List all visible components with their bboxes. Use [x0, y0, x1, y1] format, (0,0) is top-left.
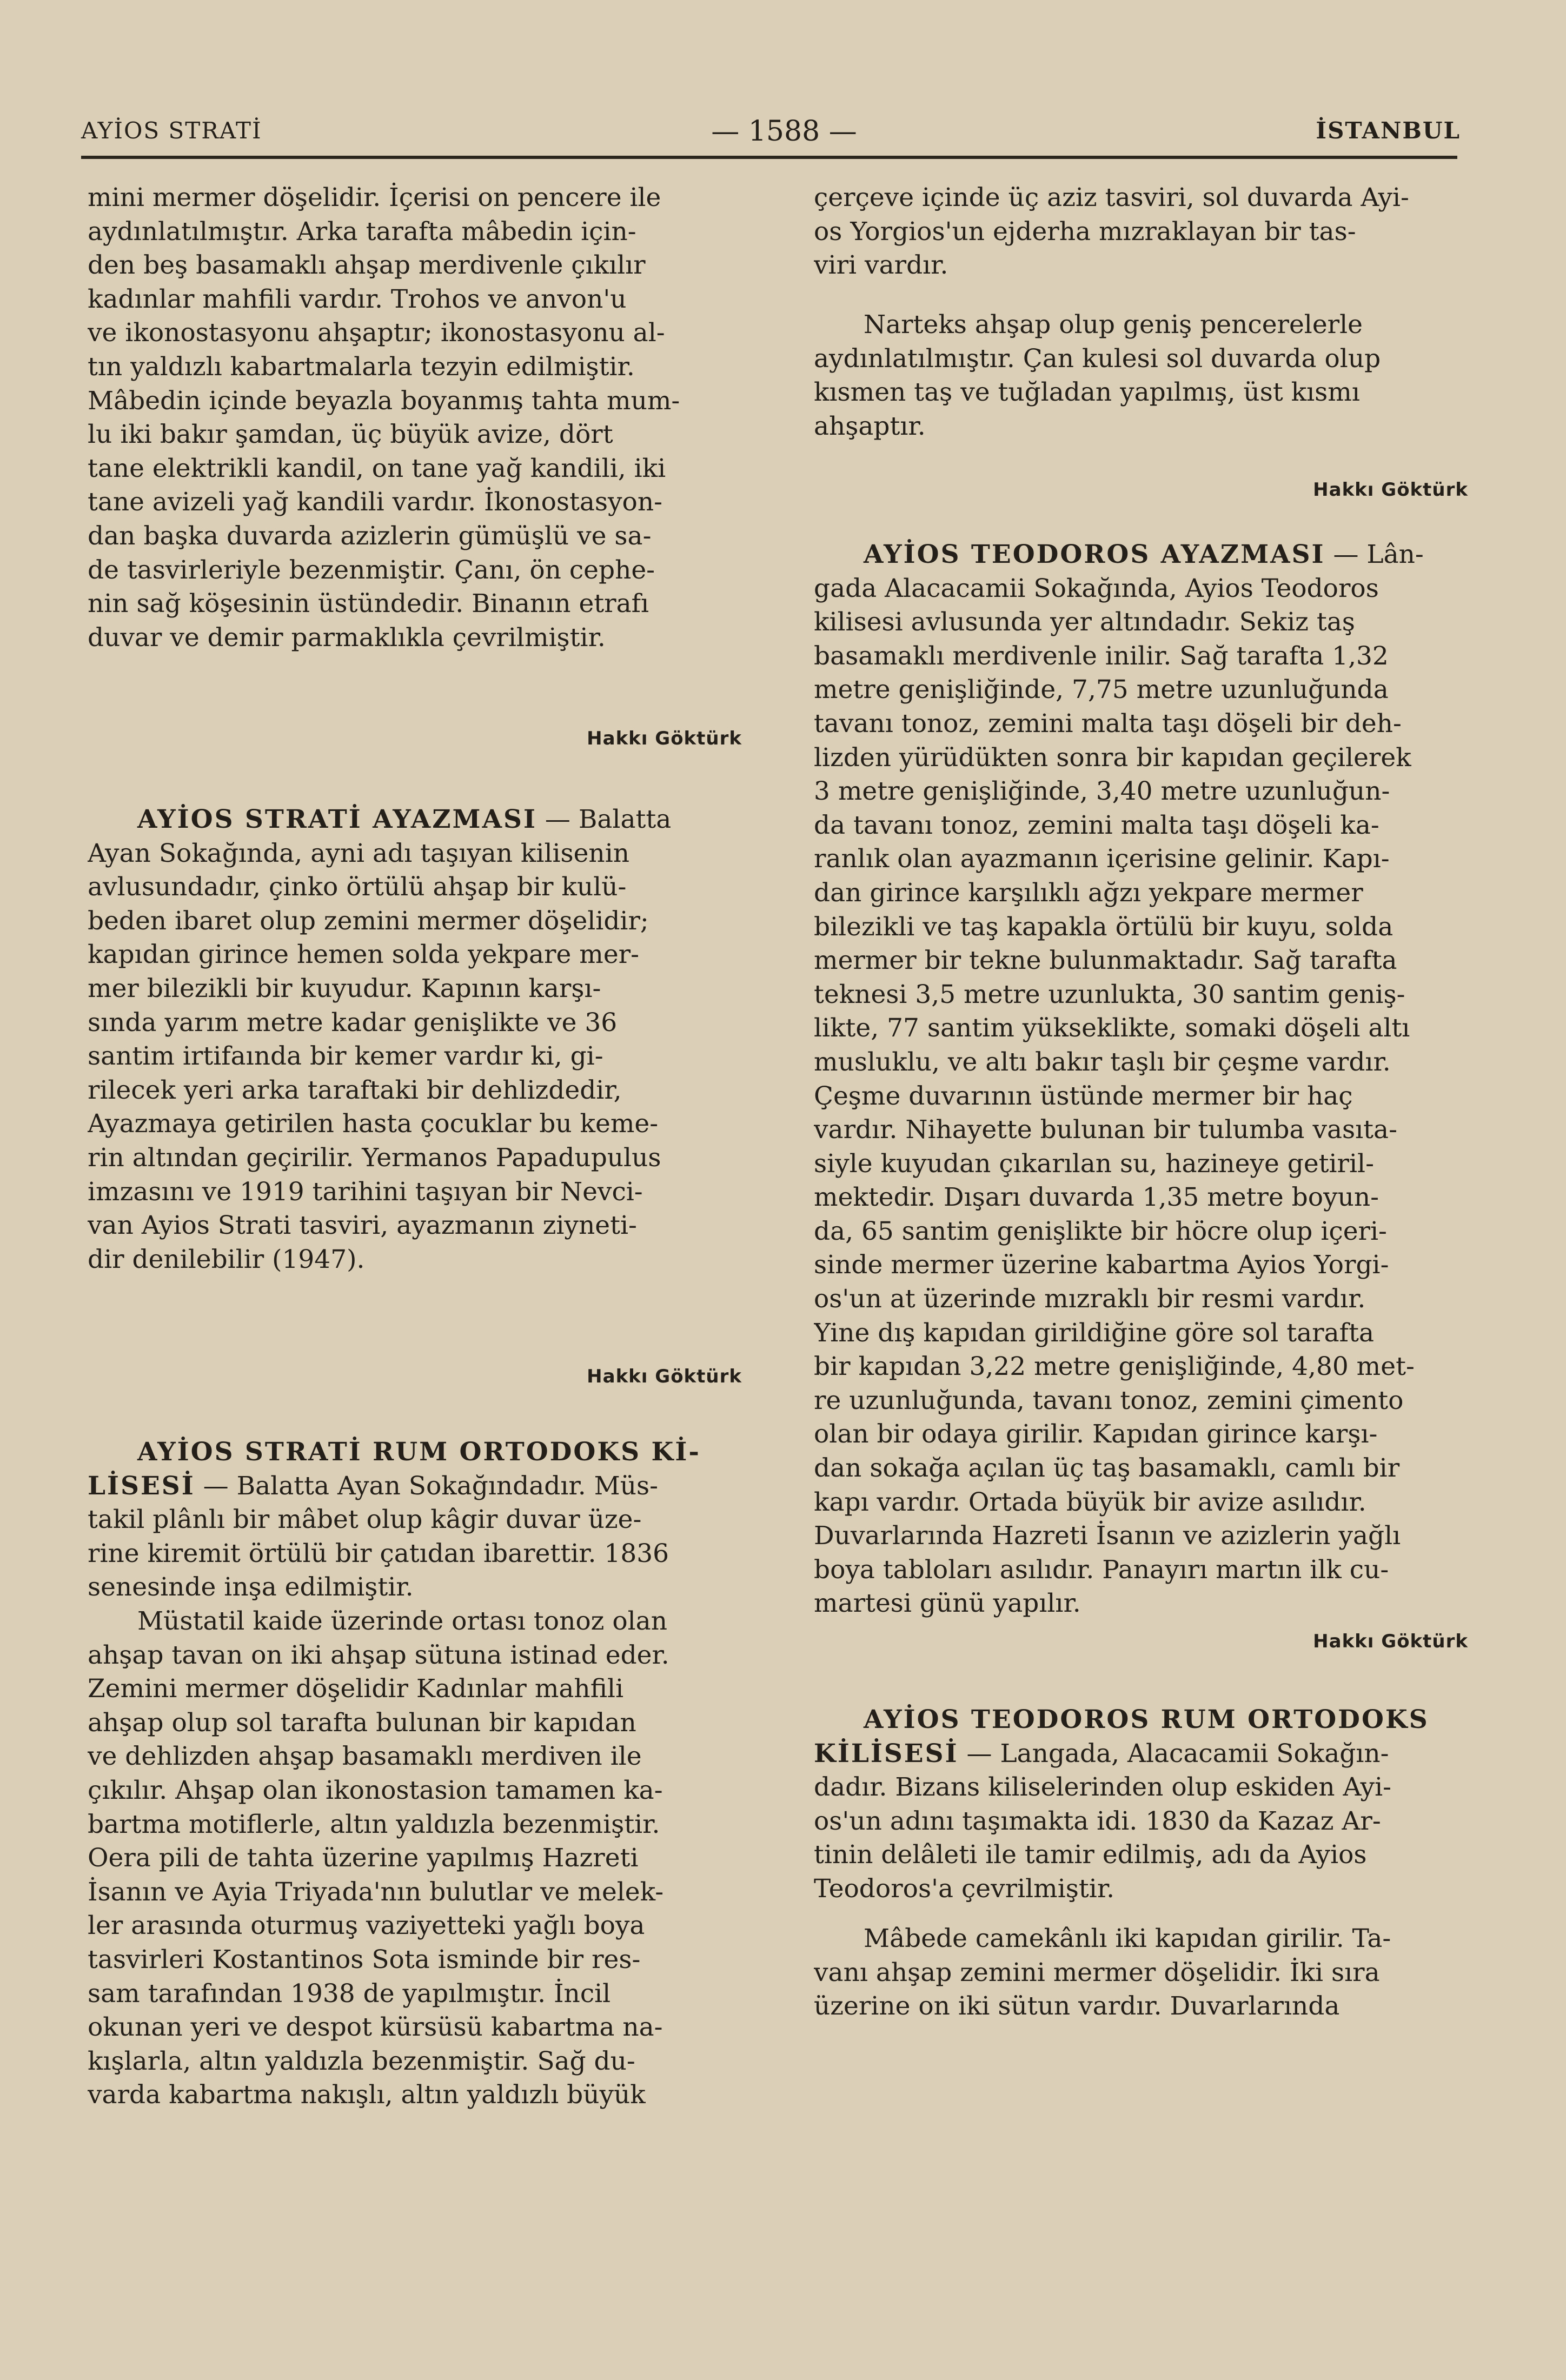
text-line: ve ikonostasyonu ahşaptır; ikonostasyonu al-: [88, 318, 665, 348]
text-line: santim irtifaında bir kemer vardır ki, gi-: [88, 1041, 603, 1072]
right-paragraph-2: [814, 308, 1468, 443]
text-line: takil plânlı bir mâbet olup kâgir duvar üze-: [88, 1505, 642, 1535]
text-line: nin sağ köşesinin üstündedir. Binanın etrafı: [88, 589, 649, 619]
text-line: sında yarım metre kadar genişlikte ve 36: [88, 1007, 618, 1038]
text-line: os'un adını taşımakta idi. 1830 da Kazaz Ar-: [814, 1806, 1381, 1836]
text-line: musluklu, ve altı bakır taşlı bir çeşme vardır.: [814, 1047, 1391, 1077]
text-line: likte, 77 santim yükseklikte, somaki döşeli altı: [814, 1013, 1410, 1043]
text-line: üzerine on iki sütun vardır. Duvarlarında: [814, 1991, 1340, 2022]
text-line: — Balatta: [536, 805, 672, 834]
text-line: avlusundadır, çinko örtülü ahşap bir kulü-: [88, 872, 627, 902]
text-line: kadınlar mahfili vardır. Trohos ve anvon'u: [88, 284, 627, 314]
text-line: aydınlatılmıştır. Çan kulesi sol duvarda olup: [814, 343, 1381, 374]
text-line: re uzunluğunda, tavanı tonoz, zemini çimento: [814, 1385, 1404, 1415]
text-line: lizden yürüdükten sonra bir kapıdan geçilerek: [814, 742, 1411, 773]
text-line: sam tarafından 1938 de yapılmıştır. İncil: [88, 1978, 611, 2009]
text-line: rine kiremit örtülü bir çatıdan ibarettir. 1836: [88, 1538, 669, 1568]
text-line: de tasvirleriyle bezenmiştir. Çanı, ön cephe-: [88, 555, 655, 585]
text-line: lu iki bakır şamdan, üç büyük avize, dört: [88, 420, 613, 450]
right-paragraph-1: [814, 181, 1468, 283]
text-line: mermer bir tekne bulunmaktadır. Sağ tarafta: [814, 946, 1397, 976]
text-line: vanı ahşap zemini mermer döşelidir. İki sıra: [814, 1957, 1380, 1987]
text-line: tane elektrikli kandil, on tane yağ kandili, iki: [88, 453, 666, 483]
text-line: da tavanı tonoz, zemini malta taşı döşeli ka-: [814, 810, 1379, 840]
entry-first-line: [814, 1737, 1468, 1771]
text-line: van Ayios Strati tasviri, ayazmanın ziyneti-: [88, 1211, 637, 1241]
entry-ayios-strati-rum-ortodoks-kilisesi: [88, 1435, 742, 2112]
text-line: aydınlatılmıştır. Arka tarafta mâbedin için-: [88, 216, 636, 247]
entry-heading: AYİOS STRATİ AYAZMASI: [137, 805, 537, 834]
text-line: da, 65 santim genişlikte bir höcre olup içeri-: [814, 1216, 1387, 1246]
text-line: tasvirleri Kostantinos Sota isminde bir res-: [88, 1944, 641, 1975]
author-signature: Hakkı Göktürk: [1313, 479, 1468, 501]
text-line: mektedir. Dışarı duvarda 1,35 metre boyun-: [814, 1182, 1379, 1213]
text-line: Mâbedin içinde beyazla boyanmış tahta mum-: [88, 385, 680, 416]
entry-heading: AYİOS TEODOROS AYAZMASI: [864, 540, 1325, 569]
text-line: os'un at üzerinde mızraklı bir resmi vardır.: [814, 1284, 1366, 1314]
text-line: ahşaptır.: [814, 411, 926, 441]
text-line: — Langada, Alacacamii Sokağın-: [958, 1738, 1389, 1769]
text-line: olan bir odaya girilir. Kapıdan girince karşı-: [814, 1419, 1378, 1450]
text-line: Ayazmaya getirilen hasta çocuklar bu keme-: [88, 1109, 659, 1139]
text-line: 3 metre genişliğinde, 3,40 metre uzunluğun-: [814, 776, 1390, 807]
text-line: teknesi 3,5 metre uzunlukta, 30 santim geniş-: [814, 979, 1405, 1009]
author-signature: Hakkı Göktürk: [587, 728, 742, 749]
author-signature: Hakkı Göktürk: [1313, 1631, 1468, 1652]
text-line: siyle kuyudan çıkarılan su, hazineye getiril-: [814, 1148, 1374, 1179]
running-header: [0, 111, 1566, 154]
entry-heading: AYİOS STRATİ RUM ORTODOKS Kİ-: [137, 1437, 701, 1467]
text-line: viri vardır.: [814, 250, 948, 281]
text-line: dan sokağa açılan üç taş basamaklı, camlı bir: [814, 1453, 1400, 1484]
text-line: gada Alacacamii Sokağında, Ayios Teodoros: [814, 573, 1379, 603]
text-line: vardır. Nihayette bulunan bir tulumba vasıta-: [814, 1115, 1397, 1145]
text-line: basamaklı merdivenle inilir. Sağ tarafta 1,32: [814, 641, 1389, 671]
text-line: çerçeve içinde üç aziz tasviri, sol duvarda Ayi-: [814, 183, 1409, 212]
text-line: bilezikli ve taş kapakla örtülü bir kuyu, solda: [814, 912, 1394, 942]
page-number: — 1588 —: [711, 115, 857, 148]
author-signature: Hakkı Göktürk: [587, 1366, 742, 1387]
text-line: ahşap olup sol tarafta bulunan bir kapıdan: [88, 1707, 636, 1738]
entry-heading: AYİOS TEODOROS RUM ORTODOKS: [864, 1705, 1429, 1734]
text-line: dir denilebilir (1947).: [88, 1244, 365, 1274]
text-line: kapı vardır. Ortada büyük bir avize asılıdır.: [814, 1487, 1366, 1517]
text-line: martesi günü yapılır.: [814, 1588, 1081, 1619]
text-line: bir kapıdan 3,22 metre genişliğinde, 4,80 met-: [814, 1352, 1415, 1382]
header-rule: [81, 156, 1457, 159]
text-line: Yine dış kapıdan girildiğine göre sol tarafta: [814, 1318, 1374, 1348]
text-line: Zemini mermer döşelidir Kadınlar mahfili: [88, 1674, 624, 1704]
text-line: Teodoros'a çevrilmiştir.: [814, 1873, 1115, 1904]
entry-ayios-strati-ayazmasi: [88, 803, 742, 1277]
text-line: os Yorgios'un ejderha mızraklayan bir tas-: [814, 216, 1356, 247]
running-head-left: AYİOS STRATİ: [81, 117, 262, 144]
text-line: rilecek yeri arka taraftaki bir dehlizdedir,: [88, 1075, 622, 1105]
text-line: ve dehlizden ahşap basamaklı merdiven ile: [88, 1741, 642, 1772]
text-line: dan başka duvarda azizlerin gümüşlü ve sa-: [88, 521, 652, 551]
text-line: mini mermer döşelidir. İçerisi on pencere ile: [88, 183, 661, 212]
running-head-right: İSTANBUL: [1316, 117, 1461, 144]
right-paragraph-last: [814, 1922, 1468, 2024]
text-line: bartma motiflerle, altın yaldızla bezenmiştir.: [88, 1809, 660, 1839]
entry-first-line: [88, 803, 742, 837]
text-line: Mâbede camekânlı iki kapıdan girilir. Ta-: [864, 1924, 1391, 1953]
text-line: imzasını ve 1919 tarihini taşıyan bir Nevci-: [88, 1176, 643, 1207]
text-line: kısmen taş ve tuğladan yapılmış, üst kısmı: [814, 377, 1360, 408]
text-line: senesinde inşa edilmiştir.: [88, 1572, 414, 1603]
text-line: tavanı tonoz, zemini malta taşı döşeli bir deh-: [814, 708, 1402, 739]
text-line: Narteks ahşap olup geniş pencerelerle: [864, 310, 1363, 340]
text-line: tın yaldızlı kabartmalarla tezyin edilmiştir.: [88, 351, 635, 382]
text-line: Duvarlarında Hazreti İsanın ve azizlerin yağlı: [814, 1521, 1401, 1551]
text-line: İsanın ve Ayia Triyada'nın bulutlar ve melek-: [88, 1877, 664, 1907]
text-line: Müstatil kaide üzerinde ortası tonoz olan: [137, 1606, 667, 1636]
text-line: duvar ve demir parmaklıkla çevrilmiştir.: [88, 622, 606, 653]
entry-first-line: [814, 538, 1468, 572]
text-line: rin altından geçirilir. Yermanos Papadupulus: [88, 1142, 661, 1173]
text-line: kilisesi avlusunda yer altındadır. Sekiz taş: [814, 607, 1355, 637]
text-line: mer bilezikli bir kuyudur. Kapının karşı-: [88, 973, 601, 1003]
text-line: metre genişliğinde, 7,75 metre uzunluğunda: [814, 675, 1389, 705]
text-line: tinin delâleti ile tamir edilmiş, adı da Ayios: [814, 1840, 1367, 1870]
entry-heading-continued: KİLİSESİ: [814, 1738, 959, 1769]
text-line: varda kabartma nakışlı, altın yaldızlı büyük: [88, 2080, 646, 2110]
text-line: ler arasında oturmuş vaziyetteki yağlı boya: [88, 1911, 645, 1941]
entry-heading-continued: LİSESİ: [88, 1471, 195, 1501]
entry-first-line: [88, 1470, 742, 1504]
text-line: okunan yeri ve despot kürsüsü kabartma na-: [88, 2012, 663, 2043]
text-line: Ayan Sokağında, ayni adı taşıyan kilisenin: [88, 838, 630, 868]
text-line: Oera pili de tahta üzerine yapılmış Hazreti: [88, 1843, 639, 1873]
text-line: kapıdan girince hemen solda yekpare mer-: [88, 940, 639, 970]
text-line: ahşap tavan on iki ahşap sütuna istinad eder.: [88, 1640, 669, 1670]
left-paragraph-1: [88, 181, 742, 655]
entry-ayios-teodoros-rum-ortodoks-kilisesi: [814, 1703, 1468, 1906]
text-line: dadır. Bizans kiliselerinden olup eskiden Ayi-: [814, 1772, 1392, 1803]
text-line: boya tabloları asılıdır. Panayırı martın ilk cu-: [814, 1554, 1389, 1585]
text-line: — Lân-: [1325, 540, 1424, 569]
text-line: — Balatta Ayan Sokağındadır. Müs-: [195, 1471, 658, 1501]
text-line: beden ibaret olup zemini mermer döşelidir;: [88, 906, 649, 936]
text-line: Çeşme duvarının üstünde mermer bir haç: [814, 1081, 1353, 1111]
text-line: kışlarla, altın yaldızla bezenmiştir. Sağ du-: [88, 2046, 635, 2076]
text-line: ranlık olan ayazmanın içerisine gelinir. Kapı-: [814, 844, 1390, 874]
text-line: dan girince karşılıklı ağzı yekpare mermer: [814, 877, 1363, 908]
text-line: sinde mermer üzerine kabartma Ayios Yorgi-: [814, 1250, 1389, 1280]
text-line: den beş basamaklı ahşap merdivenle çıkılır: [88, 250, 646, 281]
text-line: tane avizeli yağ kandili vardır. İkonostasyon-: [88, 487, 663, 517]
entry-ayios-teodoros-ayazmasi: [814, 538, 1468, 1621]
text-line: çıkılır. Ahşap olan ikonostasion tamamen ka-: [88, 1775, 663, 1805]
